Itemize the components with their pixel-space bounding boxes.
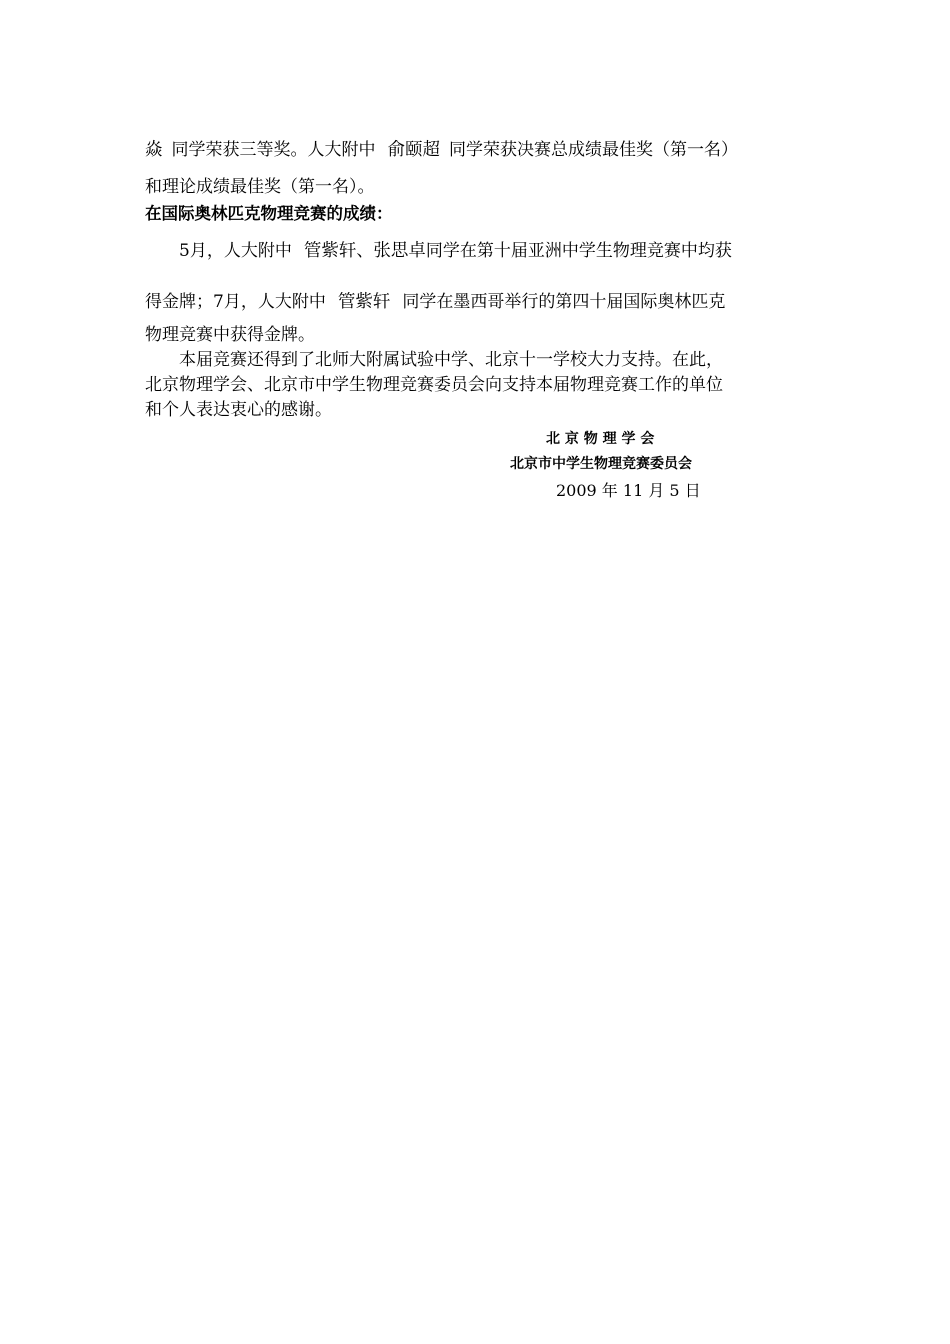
paragraph-1-line-2: 和理论成绩最佳奖（第一名）。 — [145, 177, 375, 197]
paragraph-2-line-1 — [179, 240, 732, 262]
text-segment: 同学荣获决赛总成绩最佳奖（第一名） — [449, 140, 738, 160]
signature-org-2: 北京市中学生物理竞赛委员会 — [510, 456, 692, 472]
paragraph-2-line-3: 物理竞赛中获得金牌。 — [145, 325, 315, 345]
student-name: 俞颐超 — [387, 140, 440, 160]
signature-date: 2009 年 11 月 5 日 — [556, 481, 701, 500]
signature-org-1: 北 京 物 理 学 会 — [546, 431, 655, 447]
separator: 、 — [356, 241, 374, 261]
student-name: 管紫轩 — [303, 241, 357, 261]
paragraph-3-line-1: 本届竞赛还得到了北师大附属试验中学、北京十一学校大力支持。在此， — [179, 350, 723, 370]
text-segment: 5月，人大附中 — [179, 241, 292, 261]
section-heading: 在国际奥林匹克物理竞赛的成绩： — [145, 204, 393, 223]
student-name: 张思卓 — [373, 241, 426, 261]
paragraph-3-line-3: 和个人表达衷心的感谢。 — [145, 400, 332, 420]
student-name: 管紫轩 — [337, 292, 391, 312]
text-segment: 得金牌；7月，人大附中 — [145, 292, 326, 312]
text-segment: 同学在第十届亚洲中学生物理竞赛中均获 — [425, 241, 732, 261]
paragraph-3-line-2: 北京物理学会、北京市中学生物理竞赛委员会向支持本届物理竞赛工作的单位 — [145, 375, 723, 395]
paragraph-1-line-1 — [145, 139, 738, 161]
text-segment: 同学在墨西哥举行的第四十届国际奥林匹克 — [402, 292, 726, 312]
student-name: 焱 — [145, 140, 163, 160]
text-segment: 同学荣获三等奖。人大附中 — [171, 140, 376, 160]
paragraph-2-line-2 — [145, 291, 725, 313]
